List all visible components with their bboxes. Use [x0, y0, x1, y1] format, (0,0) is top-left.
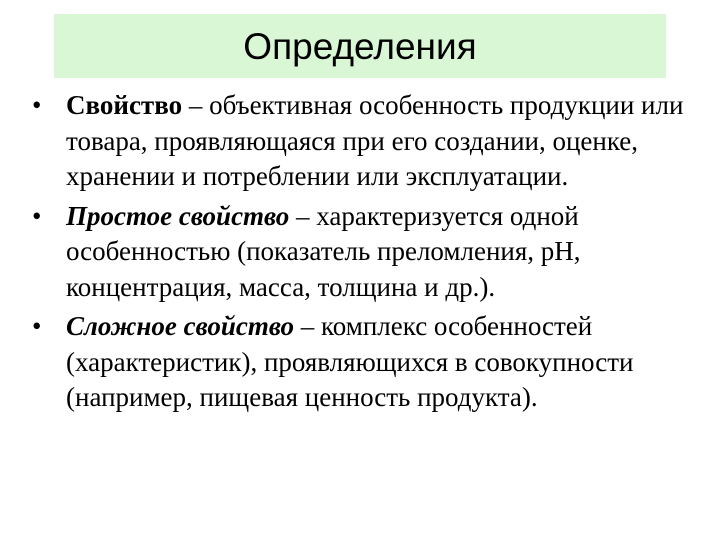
definition-property: – объективная особенность продукции или товара, проявляющаяся при его создании, оценке, хранении и потреблении или эксплуатации.: [66, 90, 684, 191]
term-simple-property: Простое свойство: [66, 200, 290, 231]
definition-complex-property: – комплекс особенностей (характеристик), проявляющихся в совокупности (например, пищевая ценность продукта).: [66, 311, 634, 412]
bullet-icon: •: [32, 200, 42, 231]
term-complex-property: Сложное свойство: [66, 311, 295, 341]
term-property: Свойство: [66, 90, 183, 120]
title-box: [54, 14, 666, 78]
definitions-list: [32, 88, 692, 420]
definition-item-property: [32, 88, 692, 195]
definition-item-complex-property: [32, 309, 692, 416]
definition-item-simple-property: [32, 199, 692, 306]
bullet-icon: •: [32, 311, 42, 341]
slide-title: Определения: [243, 25, 477, 67]
definition-simple-property: – характеризуется одной особенностью (показатель преломления, pH, концентрация, масса, толщина и др.).: [66, 200, 581, 302]
bullet-icon: •: [32, 90, 42, 120]
